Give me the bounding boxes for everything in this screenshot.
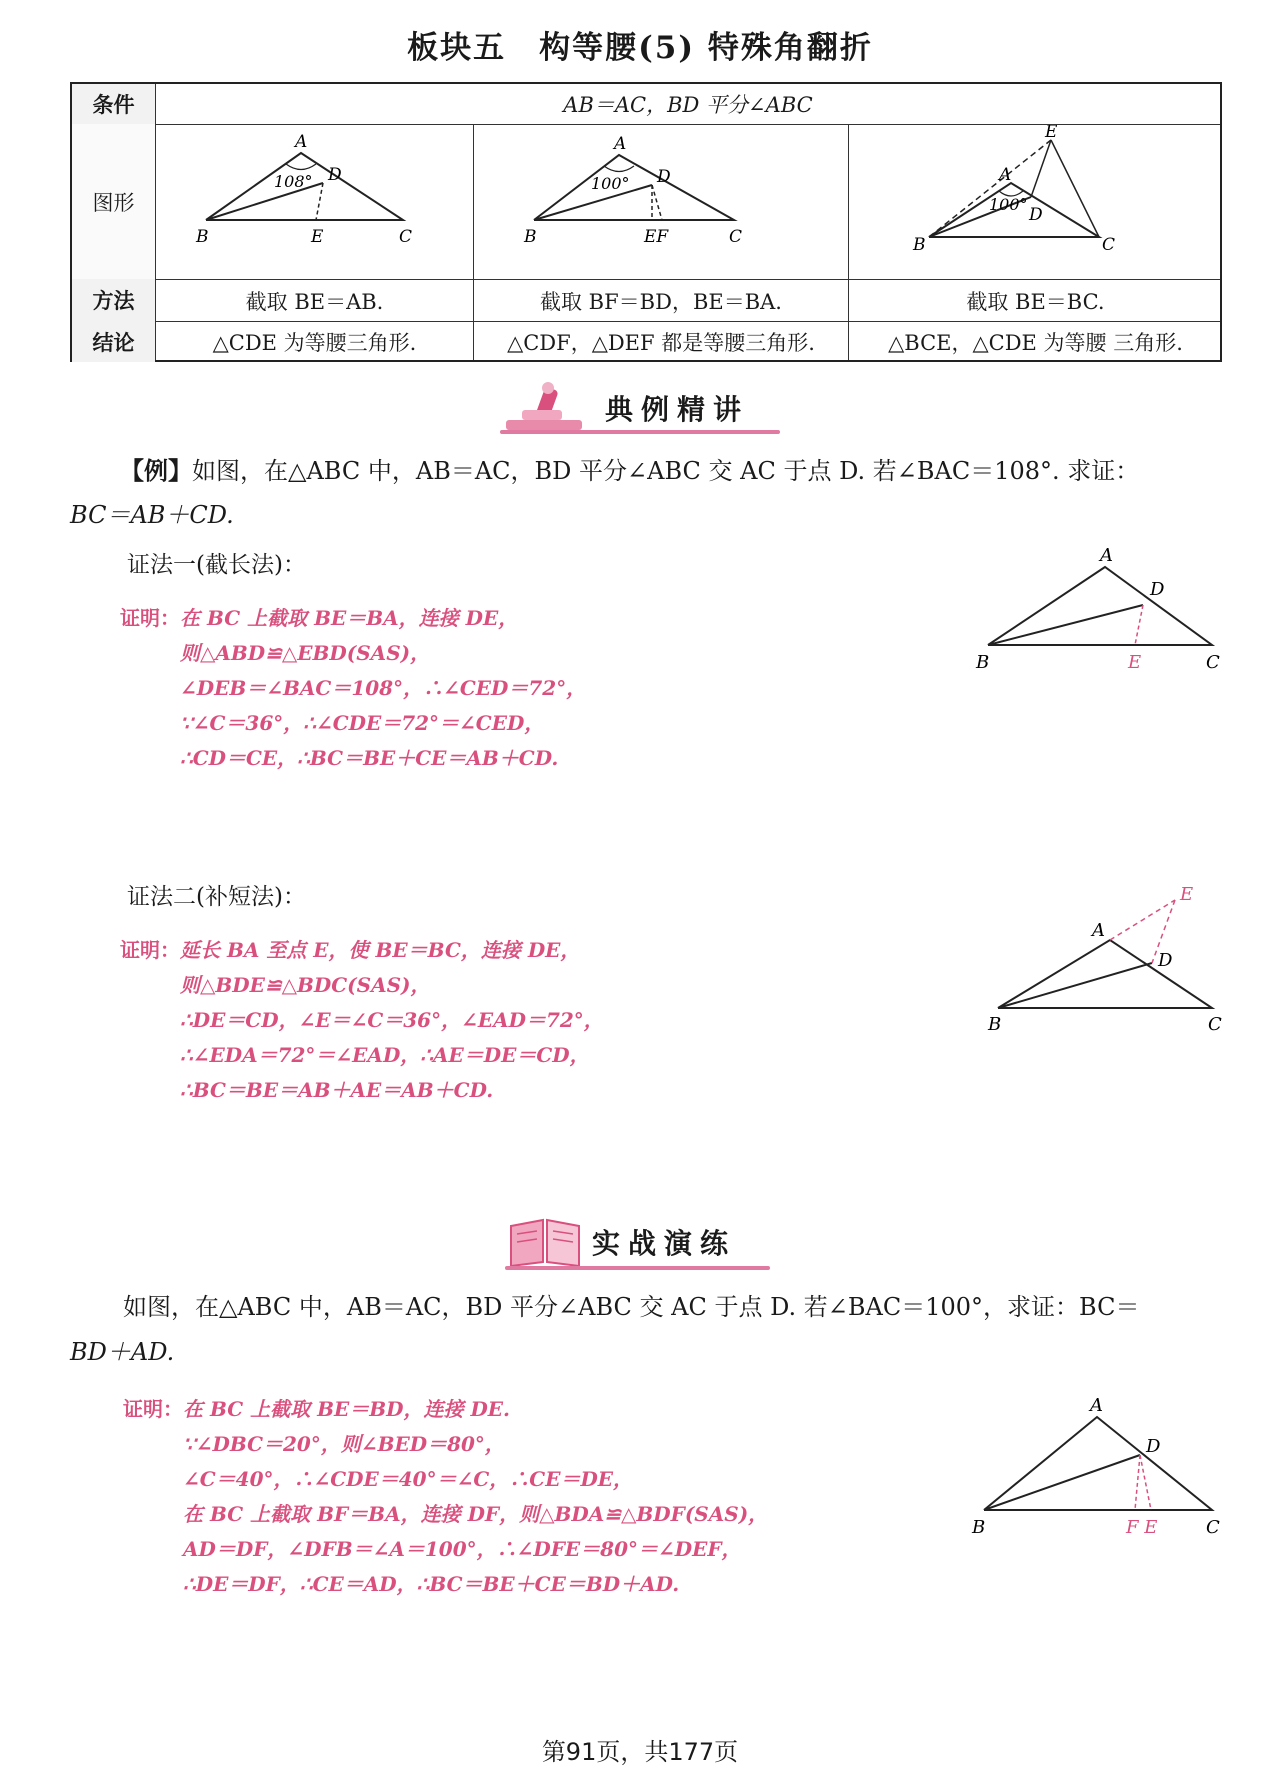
label-c: C xyxy=(1206,652,1220,673)
label-d: D xyxy=(1150,579,1165,600)
angle-label: 108° xyxy=(274,172,313,191)
example-figure-2 xyxy=(980,878,1230,1038)
label-b: B xyxy=(988,1014,1002,1035)
method-1: 截取 BE＝AB. xyxy=(245,289,384,314)
method-2: 截取 BF＝BD，BE＝BA. xyxy=(540,289,782,314)
page-indicator: 第91页，共177页 xyxy=(541,1738,739,1766)
proof-label: 证明： xyxy=(123,1397,183,1421)
practice-problem-line1: 如图，在△ABC 中，AB＝AC，BD 平分∠ABC 交 AC 于点 D. 若∠BAC＝100°，求证：BC＝ xyxy=(123,1293,1140,1321)
table-figure-1 xyxy=(156,125,473,279)
label-b: B xyxy=(972,1517,986,1538)
heading-underline xyxy=(505,1266,770,1270)
label-a: A xyxy=(999,165,1012,185)
label-c: C xyxy=(729,227,743,247)
label-d: D xyxy=(1146,1436,1161,1457)
condition-text: AB＝AC，BD 平分∠ABC xyxy=(563,93,813,117)
heading-underline xyxy=(500,430,780,434)
practice-proof: 证明：在 BC 上截取 BE＝BD，连接 DE. ∵∠DBC＝20°，则∠BED＝80°， ∠C＝40°，∴∠CDE＝40°＝∠C，∴CE＝DE， 在 BC 上截取 BF＝BA，连接 DF，则△BDA≌△BDF(SAS)， AD＝DF，∠DFB＝∠A＝100°，∴∠DFE＝80°＝∠DEF， ∴DE＝DF，∴CE＝AD，∴BC＝BE＋CE＝BD＋AD. xyxy=(123,1397,769,1596)
label-a: A xyxy=(1092,920,1105,941)
label-b: B xyxy=(976,652,990,673)
label-c: C xyxy=(1102,235,1116,255)
label-c: C xyxy=(1206,1517,1220,1538)
label-d: D xyxy=(328,165,342,185)
label-d: D xyxy=(1158,950,1173,971)
row-label-method: 方法 xyxy=(72,279,155,321)
row-label-condition: 条件 xyxy=(72,84,155,124)
example-figure-1 xyxy=(970,545,1230,685)
row-label-conclusion: 结论 xyxy=(72,321,155,362)
label-b: B xyxy=(196,227,209,247)
angle-label: 100° xyxy=(989,195,1028,214)
conclusion-2: △CDF，△DEF 都是等腰三角形. xyxy=(507,331,815,355)
method-table xyxy=(70,82,1222,362)
label-e: E xyxy=(1045,125,1058,142)
practice-heading: 实战演练 xyxy=(592,1227,737,1260)
practice-problem-line2: BD＋AD. xyxy=(70,1338,175,1366)
label-b: B xyxy=(913,235,926,255)
label-c: C xyxy=(1208,1014,1222,1035)
label-fe: F E xyxy=(1126,1517,1158,1538)
proof-label: 证明： xyxy=(120,606,180,630)
table-figure-2 xyxy=(474,125,848,279)
example-problem-line2: BC＝AB＋CD. xyxy=(70,501,234,529)
example-problem-line1: 【例】如图，在△ABC 中，AB＝AC，BD 平分∠ABC 交 AC 于点 D. 若∠BAC＝108°. 求证： xyxy=(120,456,1140,485)
method1-title: 证法一(截长法)： xyxy=(127,552,306,578)
label-a: A xyxy=(1100,545,1113,566)
conclusion-1: △CDE 为等腰三角形. xyxy=(212,331,417,355)
label-a: A xyxy=(614,134,627,154)
method2-title: 证法二(补短法)： xyxy=(127,884,306,910)
angle-label: 100° xyxy=(591,174,630,193)
label-a: A xyxy=(295,132,308,152)
label-d: D xyxy=(1029,205,1043,225)
method-3: 截取 BE＝BC. xyxy=(966,289,1105,314)
practice-figure xyxy=(970,1395,1230,1540)
label-e: E xyxy=(311,227,324,247)
conclusion-3: △BCE，△CDE 为等腰 三角形. xyxy=(888,331,1183,355)
example-tag: 【例】 xyxy=(120,456,192,485)
proof-label: 证明： xyxy=(120,938,180,962)
label-d: D xyxy=(657,167,671,187)
label-a: A xyxy=(1090,1395,1103,1416)
book-icon xyxy=(505,1212,585,1268)
microscope-icon xyxy=(500,380,590,436)
label-c: C xyxy=(399,227,413,247)
proof-1: 证明：在 BC 上截取 BE＝BA，连接 DE， 则△ABD≌△EBD(SAS)， ∠DEB＝∠BAC＝108°，∴∠CED＝72°， ∵∠C＝36°，∴∠CDE＝72°＝∠CED， ∴CD＝CE，∴BC＝BE＋CE＝AB＋CD. xyxy=(120,606,587,770)
proof-2: 证明：延长 BA 至点 E，使 BE＝BC，连接 DE， 则△BDE≌△BDC(SAS)， ∴DE＝CD，∠E＝∠C＝36°，∠EAD＝72°， ∴∠EDA＝72°＝∠EAD，∴AE＝DE＝CD， ∴BC＝BE＝AB＋AE＝AB＋CD. xyxy=(120,938,604,1102)
label-e: E xyxy=(1180,884,1194,905)
label-ef: EF xyxy=(644,227,669,247)
example-heading: 典例精讲 xyxy=(605,393,750,426)
label-e: E xyxy=(1128,652,1142,673)
row-label-figure: 图形 xyxy=(72,124,155,279)
page-title: 板块五 构等腰(5) 特殊角翻折 xyxy=(407,30,873,66)
table-figure-3 xyxy=(849,125,1222,279)
label-b: B xyxy=(524,227,537,247)
